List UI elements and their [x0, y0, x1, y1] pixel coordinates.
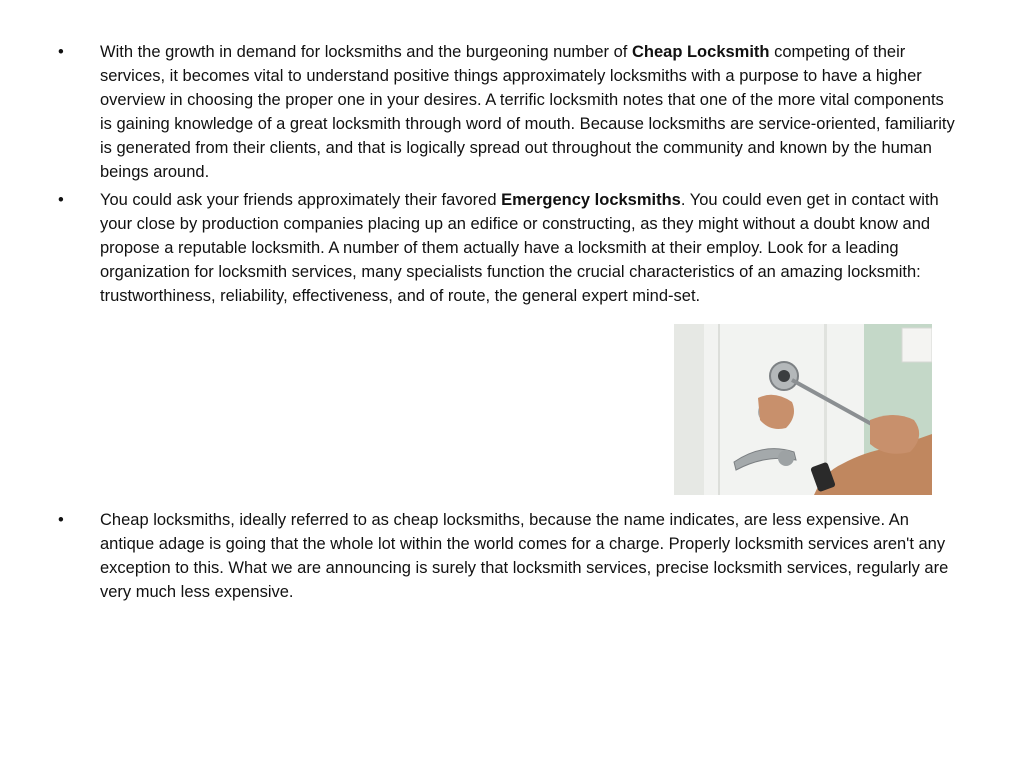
bullet-icon: •	[58, 191, 64, 209]
bullet-text-3: Cheap locksmiths, ideally referred to as cheap locksmiths, because the name indicates, are less expensive. An antique adage is going that the whole lot within the world comes for a charge. Properly locksmith services aren't any exception to this. What we are announcing is surely that locksmith services, precise locksmith services, regularly are very much less expensive.	[100, 511, 949, 601]
locksmith-photo	[674, 324, 932, 495]
bullet-text-part: . You could even get in contact with your close by production companies placing up an edifice or constructing, as they might without a doubt know and propose a reputable locksmith. A number of them actually have a locksmith at their employ. Look for a leading organization for locksmith services, many specialists function the crucial characteristics of an amazing locksmith: trustworthiness, reliability, effectiveness, and of route, the general expert mind-set.	[100, 191, 939, 305]
bullet-text-part: You could ask your friends approximately their favored	[100, 191, 502, 209]
bullet-text-part: With the growth in demand for locksmiths and the burgeoning number of	[100, 43, 632, 61]
bullet-text-part: competing of their services, it becomes vital to understand positive things approximately locksmiths with a purpose to have a higher overview in choosing the proper one in your desires. A terrific locksmith notes that one of the more vital components is gaining knowledge of a great locksmith through word of mouth. Because locksmiths are service-oriented, familiarity is generated from their clients, and that is logically spread out throughout the community and known by the human beings around.	[100, 43, 955, 181]
bold-keyword-cheap-locksmith[interactable]: Cheap Locksmith	[631, 43, 770, 61]
bullet-icon: •	[58, 43, 64, 61]
bullet-text-1	[100, 40, 958, 184]
bullet-icon: •	[58, 511, 64, 529]
bold-keyword-emergency-locksmiths[interactable]: Emergency locksmiths	[501, 191, 681, 209]
bullet-text-2	[100, 188, 958, 308]
